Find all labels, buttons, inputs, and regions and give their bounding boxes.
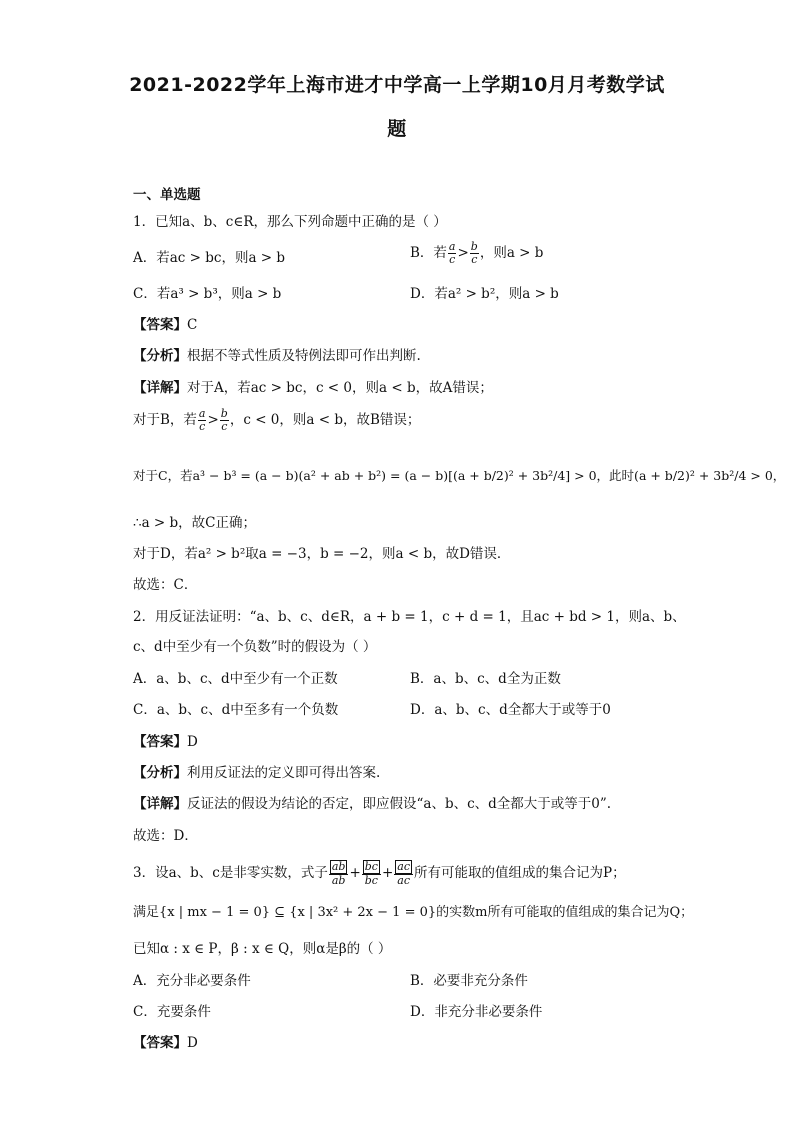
q2-answer	[133, 733, 198, 751]
q1-option-a: A．若ac > bc，则a > b	[133, 250, 286, 266]
detail-text: 反证法的假设为结论的否定，即应假设“a、b、c、d全都大于或等于0”.	[187, 796, 612, 812]
q3-option-d: D．非充分非必要条件	[410, 1004, 543, 1020]
q3-stem-line3: 已知α : x ∈ P，β : x ∈ Q，则α是β的（ ）	[133, 941, 392, 957]
q1-option-b: B．若 $\frac{a}{c}$ > $\frac{b}{c}$ ，则a > b	[410, 240, 544, 266]
detail-tag: 【详解】	[133, 796, 187, 812]
detail-b-prefix: 对于B，若	[133, 412, 197, 428]
q2-analysis	[133, 764, 380, 782]
q3-stem-line2: 满足{x | mx − 1 = 0} ⊆ {x | 3x² + 2x − 1 = 0}的实数m所有可能取的值组成的集合记为Q；	[133, 905, 694, 920]
q2-option-d: D．a、b、c、d全都大于或等于0	[410, 702, 611, 718]
detail-b-suffix: ，c < 0，则a < b，故B错误；	[229, 412, 421, 428]
q3-stem-suffix: 所有可能取的值组成的集合记为P；	[414, 865, 626, 881]
q1-analysis	[133, 347, 421, 365]
section-heading: 一、单选题	[133, 187, 201, 203]
fraction-a-over-c: $\frac{a}{c}$	[198, 407, 206, 433]
analysis-text: 根据不等式性质及特例法即可作出判断.	[187, 348, 421, 364]
answer-value: C	[187, 317, 198, 333]
q1-option-d: D．若a² > b²，则a > b	[410, 286, 559, 302]
analysis-tag: 【分析】	[133, 765, 187, 781]
q1-stem: 1．已知a、b、c∈R，那么下列命题中正确的是（ ）	[133, 214, 447, 230]
detail-tag: 【详解】	[133, 380, 187, 396]
q1-detail-a	[133, 379, 493, 397]
answer-tag: 【答案】	[133, 734, 187, 750]
q2-stem-line2: c、d中至少有一个负数”时的假设为（ ）	[133, 639, 377, 655]
document-title-line1: 2021-2022学年上海市进才中学高一上学期10月月考数学试	[129, 74, 665, 96]
q3-option-b: B．必要非充分条件	[410, 973, 528, 989]
analysis-text: 利用反证法的定义即可得出答案.	[187, 765, 381, 781]
fraction-b-over-c: $\frac{b}{c}$	[470, 240, 478, 266]
q2-option-b: B．a、b、c、d全为正数	[410, 671, 561, 687]
answer-value: D	[187, 734, 198, 750]
q1-answer	[133, 316, 197, 334]
q2-option-a: A．a、b、c、d中至少有一个正数	[133, 671, 338, 687]
q1-option-b-prefix: B．若	[410, 245, 447, 261]
q2-option-c: C．a、b、c、d中至多有一个负数	[133, 702, 339, 718]
q1-option-c: C．若a³ > b³，则a > b	[133, 286, 282, 302]
q1-detail-b: 对于B，若 $\frac{a}{c}$ > $\frac{b}{c}$ ，c < 0，则a < b，故B错误；	[133, 407, 421, 433]
fraction-abs-ab-over-ab: $\frac{ab}{ab}$	[329, 860, 349, 887]
answer-tag: 【答案】	[133, 317, 187, 333]
q1-detail-d: 对于D，若a² > b²取a = −3，b = −2，则a < b，故D错误．	[133, 546, 511, 562]
answer-tag: 【答案】	[133, 1035, 187, 1051]
analysis-tag: 【分析】	[133, 348, 187, 364]
q2-detail	[133, 795, 611, 813]
q1-detail-c: 对于C，若a³ − b³ = (a − b)(a² + ab + b²) = (a − b)[(a + b/2)² + 3b²/4] > 0，此时(a + b/2)² + 3b²/4 > 0，	[133, 468, 786, 483]
q3-stem-prefix: 3．设a、b、c是非零实数，式子	[133, 865, 328, 881]
q2-choose: 故选：D．	[133, 828, 198, 844]
q3-answer	[133, 1034, 198, 1052]
q3-option-c: C．充要条件	[133, 1004, 211, 1020]
fraction-b-over-c: $\frac{b}{c}$	[220, 407, 228, 433]
q2-stem-line1: 2．用反证法证明：“a、b、c、d∈R，a + b = 1，c + d = 1，且ac + bd > 1，则a、b、	[133, 609, 686, 625]
fraction-a-over-c: $\frac{a}{c}$	[448, 240, 456, 266]
fraction-abs-ac-over-ac: $\frac{ac}{ac}$	[394, 860, 413, 887]
q1-option-b-suffix: ，则a > b	[479, 245, 544, 261]
fraction-abs-bc-over-bc: $\frac{bc}{bc}$	[362, 860, 381, 887]
q3-option-a: A．充分非必要条件	[133, 973, 251, 989]
document-title-line2: 题	[387, 118, 407, 140]
q1-detail-c-conclusion: ∴a > b，故C正确；	[133, 515, 257, 531]
q1-choose: 故选：C．	[133, 577, 198, 593]
answer-value: D	[187, 1035, 198, 1051]
q3-stem-line1: 3．设a、b、c是非零实数，式子 $\frac{ab}{ab}$ + $\frac{bc}{bc}$ + $\frac{ac}{ac}$ 所有可能取的值组成的集合记为P；	[133, 860, 626, 887]
detail-text: 对于A，若ac > bc，c < 0，则a < b，故A错误；	[187, 380, 493, 396]
